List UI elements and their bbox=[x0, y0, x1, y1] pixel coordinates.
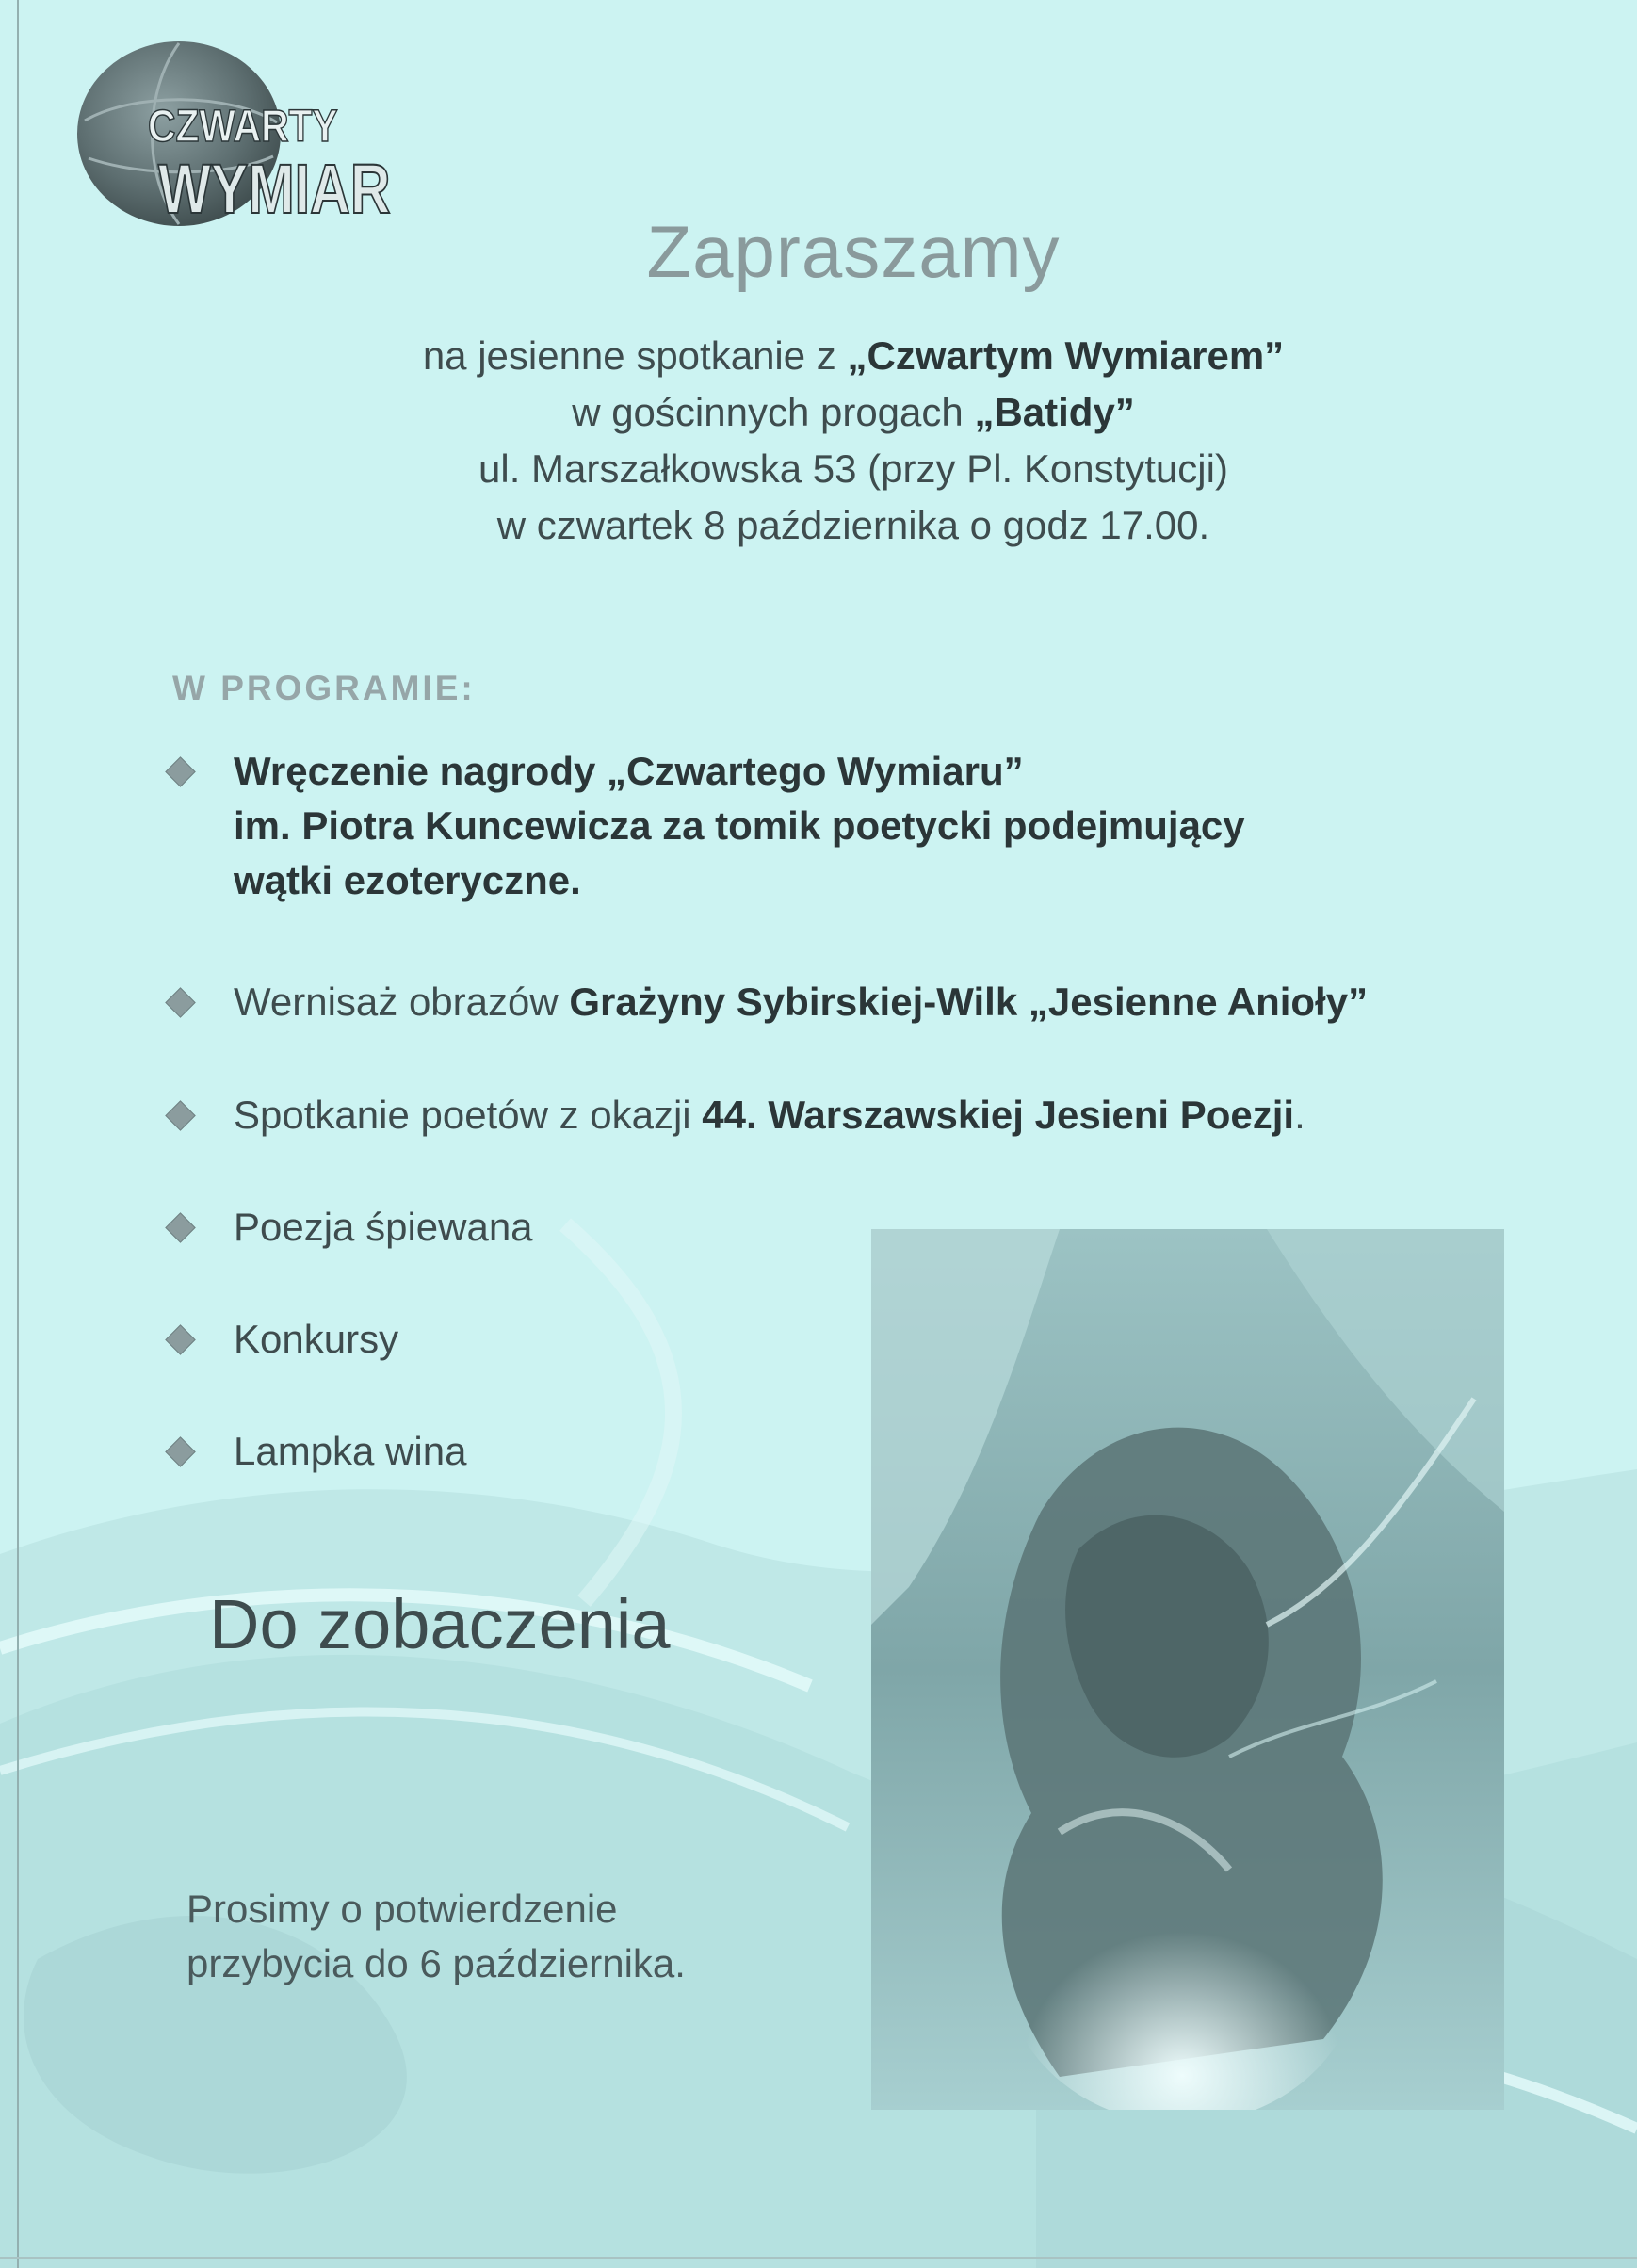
event-date-time: w czwartek 8 października o godz 17.00. bbox=[496, 503, 1210, 547]
diamond-bullet-icon bbox=[165, 1100, 196, 1131]
diamond-bullet-icon bbox=[165, 1324, 196, 1355]
svg-text:WYMIAR: WYMIAR bbox=[158, 150, 391, 229]
czwarty-wymiar-logo bbox=[68, 36, 463, 234]
programme-item-vernissage: Wernisaż obrazów Grażyny Sybirskiej-Wilk „Jesienne Anioły” bbox=[170, 975, 1368, 1029]
programme-heading: W PROGRAMIE: bbox=[172, 669, 476, 707]
diamond-bullet-icon bbox=[165, 1212, 196, 1243]
diamond-bullet-icon bbox=[165, 1436, 196, 1467]
organization-name: „Czwartym Wymiarem” bbox=[847, 333, 1285, 378]
svg-text:CZWARTY: CZWARTY bbox=[148, 101, 338, 152]
diamond-bullet-icon bbox=[165, 987, 196, 1018]
programme-item-contests: Konkursy bbox=[170, 1312, 398, 1367]
programme-item-wine: Lampka wina bbox=[170, 1424, 466, 1479]
programme-item-award: Wręczenie nagrody „Czwartego Wymiaru” im. Piotra Kuncewicza za tomik poetycki podejmujący wątki ezoteryczne. bbox=[170, 744, 1245, 908]
page-title: Zapraszamy bbox=[646, 210, 1061, 293]
invitation-intro bbox=[0, 328, 1637, 554]
intro-line-1: na jesienne spotkanie z „Czwartym Wymiarem” bbox=[422, 333, 1285, 378]
programme-item-poets-meeting: Spotkanie poetów z okazji 44. Warszawskiej Jesieni Poezji. bbox=[170, 1088, 1305, 1142]
painting-image bbox=[871, 1229, 1504, 2110]
venue-name: „Batidy” bbox=[974, 390, 1135, 434]
intro-line-2: w gościnnych progach „Batidy” bbox=[572, 390, 1135, 434]
bottom-border-line bbox=[0, 2257, 1637, 2259]
programme-item-sung-poetry: Poezja śpiewana bbox=[170, 1200, 533, 1255]
venue-address: ul. Marszałkowska 53 (przy Pl. Konstytucji) bbox=[478, 446, 1228, 491]
closing-text: Do zobaczenia bbox=[209, 1585, 671, 1663]
rsvp-note: Prosimy o potwierdzenie przybycia do 6 października. bbox=[186, 1887, 686, 1985]
diamond-bullet-icon bbox=[165, 756, 196, 787]
